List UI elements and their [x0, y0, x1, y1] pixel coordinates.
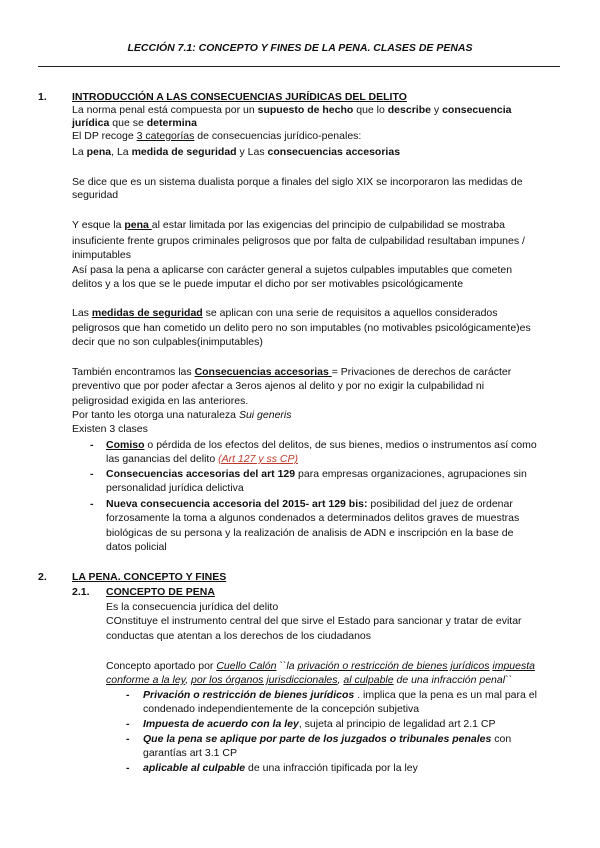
paragraph-line: inimputables [72, 249, 131, 261]
text: de una infracción penal`` [393, 674, 513, 686]
list-bullet: - [90, 498, 94, 510]
text: que lo [353, 104, 388, 116]
text: , sujeta al principio de legalidad art 2.1 CP [298, 718, 496, 730]
text: se aplican con una serie de requisitos a aquellos considerados [202, 307, 498, 319]
underlined-term: por los órganos jurisdiccionales [191, 674, 338, 686]
paragraph-line: conductas que atentan a los derechos de los ciudadanos [106, 630, 372, 642]
text: y [430, 104, 443, 116]
list-item [106, 498, 513, 511]
text: de consecuencias jurídico-penales: [194, 130, 362, 142]
list-item [143, 733, 511, 746]
paragraph-line: COnstituye el instrumento central del que sirve el Estado para sancionar y tratar de evitar [106, 615, 522, 627]
text: para empresas organizaciones, agrupaciones sin [295, 468, 527, 480]
underlined-term: al culpable [343, 674, 394, 686]
bold-italic-term: aplicable al culpable [143, 762, 246, 774]
list-bullet: - [126, 733, 130, 745]
paragraph-line [72, 117, 197, 130]
paragraph-line: peligrosos que han cometido un delito pero no son imputables (no motivables psicológicamente)es [72, 322, 531, 334]
bold-term: consecuencia [442, 104, 512, 116]
list-item [143, 762, 418, 775]
text: = Privaciones de derechos de carácter [331, 366, 512, 378]
paragraph-line [106, 674, 512, 687]
bold-term: supuesto de hecho [257, 104, 354, 116]
section-2-number: 2. [38, 571, 47, 583]
paragraph-line [72, 130, 361, 143]
text: , [337, 674, 344, 686]
bold-underlined-term: Consecuencias accesorias [194, 366, 332, 378]
bold-underlined-term: Comiso [106, 439, 145, 451]
subsection-2-1-heading [106, 586, 215, 599]
text: Y esque la [72, 219, 125, 231]
section-2-heading [72, 571, 226, 584]
list-bullet: - [126, 762, 130, 774]
text: Por tanto les otorga una naturaleza [72, 409, 239, 421]
text: La norma penal está compuesta por un [72, 104, 258, 116]
author-name: Cuello Calón [216, 660, 277, 672]
text: El DP recoge [72, 130, 137, 142]
paragraph-line: Es la consecuencia jurídica del delito [106, 601, 279, 613]
list-bullet: - [90, 439, 94, 451]
list-item-continuation: biológicas de su persona y la realización de analisis de ADN e inscripción en la base de [106, 527, 514, 539]
list-bullet: - [90, 468, 94, 480]
text: . implica que la pena es un mal para el [354, 689, 537, 701]
section-2-heading-text: LA PENA. CONCEPTO Y FINES [72, 571, 227, 583]
bold-italic-term: Privación o restricción de bienes jurídicos [143, 689, 355, 701]
text: , La [111, 146, 132, 158]
subsection-2-1-number: 2.1. [72, 586, 90, 598]
paragraph-line: delitos y a los que se le puede imputar el dicho por ser motivables psicológicamente [72, 278, 464, 290]
list-item [143, 689, 537, 702]
bold-italic-term: Que la pena se aplique por parte de los juzgados o tribunales penales [143, 733, 492, 745]
paragraph-line [72, 307, 498, 320]
underlined-term: 3 categorías [136, 130, 195, 142]
text: de una infracción tipificada por la ley [245, 762, 418, 774]
paragraph-line [72, 146, 400, 159]
italic-term: Sui generis [238, 409, 292, 421]
list-item-continuation: personalidad jurídica delictiva [106, 482, 244, 494]
document-title: LECCIÓN 7.1: CONCEPTO Y FINES DE LA PENA. CLASES DE PENAS [127, 42, 473, 54]
legal-reference-link: (Art 127 y ss CP) [218, 453, 299, 465]
bold-term: medida de seguridad [131, 146, 237, 158]
underlined-term: conforme a la ley [106, 674, 186, 686]
paragraph-line: preventivo que por poder afectar a 3eros ajenos al delito y por no exigir la culpabilidad ni [72, 380, 485, 392]
bold-term: determina [146, 117, 197, 129]
paragraph-line: decir que no son culpables(inimputables) [72, 336, 263, 348]
paragraph-line: seguridad [72, 189, 119, 201]
section-1-heading [72, 91, 407, 104]
list-bullet: - [126, 718, 130, 730]
bold-italic-term: Impuesta de acuerdo con la ley [143, 718, 299, 730]
title-divider [38, 66, 560, 67]
text: con [491, 733, 512, 745]
text: posibilidad del juez de ordenar [367, 498, 513, 510]
subsection-2-1-heading-text: CONCEPTO DE PENA [106, 586, 215, 598]
list-bullet: - [126, 689, 130, 701]
text: las ganancias del delito [106, 453, 219, 465]
paragraph-line [72, 104, 512, 117]
text: También encontramos las [72, 366, 195, 378]
paragraph-line [72, 219, 505, 232]
bold-term: pena [86, 146, 112, 158]
bold-term: consecuencias accesorias [267, 146, 401, 158]
list-item-continuation: forzosamente la toma a algunos condenados a determinados delitos graves de muestras [106, 512, 520, 524]
paragraph-line: Existen 3 clases [72, 423, 148, 435]
paragraph-line [72, 409, 291, 422]
section-1-number: 1. [38, 91, 47, 103]
paragraph-line: insuficiente frente grupos criminales peligrosos que por falta de culpabilidad resultaban impunes / [72, 235, 525, 247]
paragraph-line: peligrosidad exigida en las anteriores. [72, 395, 249, 407]
text: al estar limitada por las exigencias del principio de culpabilidad se mostraba [151, 219, 505, 231]
bold-term: jurídica [72, 117, 110, 129]
text: La [72, 146, 87, 158]
bold-underlined-term: pena [124, 219, 152, 231]
list-item [106, 439, 537, 452]
section-1-heading-text: INTRODUCCIÓN A LAS CONSECUENCIAS JURÍDICAS DEL DELITO [72, 91, 407, 103]
text: Las [72, 307, 92, 319]
text: Concepto aportado por [106, 660, 217, 672]
text: ``la [276, 660, 298, 672]
bold-term: Consecuencias accesorias del art 129 [106, 468, 296, 480]
list-item [106, 468, 527, 481]
paragraph-line [72, 366, 511, 379]
paragraph-line: Así pasa la pena a aplicarse con carácter general a sujetos culpables imputables que cometen [72, 264, 513, 276]
text: y Las [236, 146, 268, 158]
bold-underlined-term: medidas de seguridad [91, 307, 203, 319]
bold-term: describe [387, 104, 431, 116]
list-item-continuation: garantías art 3.1 CP [143, 747, 237, 759]
list-item-continuation [106, 453, 298, 466]
text: , [185, 674, 192, 686]
list-item-continuation: datos policial [106, 541, 167, 553]
paragraph-line: Se dice que es un sistema dualista porque a finales del siglo XIX se incorporaron las medidas de [72, 176, 523, 188]
underlined-term: impuesta [492, 660, 535, 672]
list-item [143, 718, 496, 731]
text: o pérdida de los efectos del delitos, de sus bienes, medios o instrumentos así como [144, 439, 537, 451]
paragraph-line [106, 660, 535, 673]
bold-term: Nueva consecuencia accesoria del 2015- art 129 bis: [106, 498, 368, 510]
underlined-term: privación o restricción de bienes jurídicos [297, 660, 490, 672]
list-item-continuation: condenado independientemente de la concepción subjetiva [143, 703, 420, 715]
text: que se [109, 117, 147, 129]
